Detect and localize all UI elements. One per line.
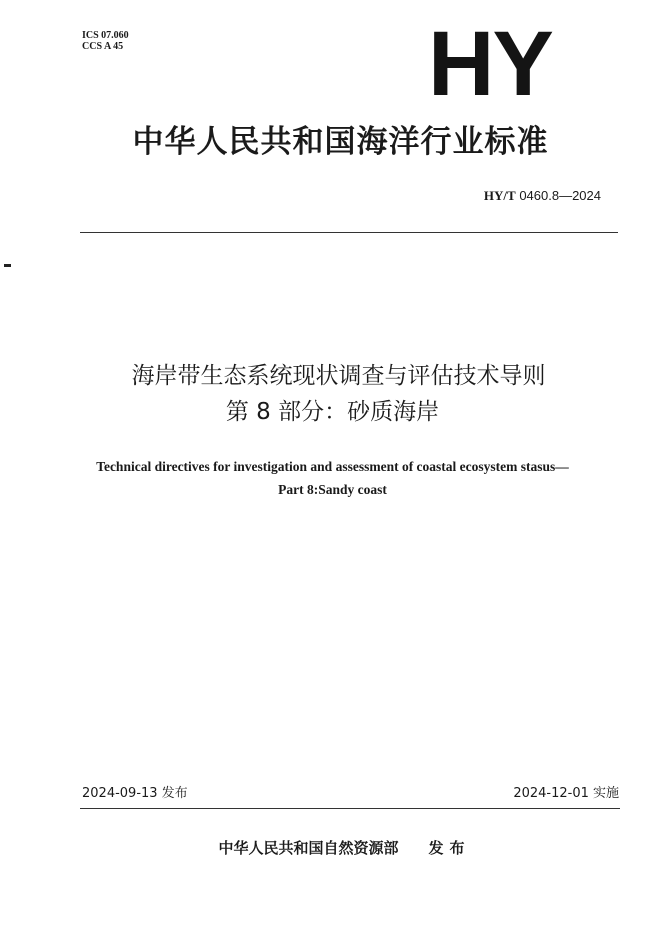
publish-verb: 发布 [428, 839, 471, 857]
english-title-line2: Part 8:Sandy coast [278, 482, 387, 497]
english-title-line1: Technical directives for investigation and assessment of coastal ecosystem stasus— [96, 459, 569, 474]
effective-date: 2024-12-01 实施 [513, 786, 619, 801]
ics-code: ICS 07.060 [82, 30, 129, 41]
issue-date: 2024-09-13 发布 [82, 786, 188, 801]
ccs-code: CCS A 45 [82, 41, 124, 52]
standard-type-title: 中华人民共和国海洋行业标准 [132, 124, 549, 160]
hy-logo: HY [428, 13, 552, 115]
standard-code-prefix: HY/T [483, 188, 516, 203]
publisher-name: 中华人民共和国自然资源部 [218, 839, 399, 857]
margin-mark [4, 264, 11, 267]
standard-code-number: 0460.8—2024 [519, 188, 601, 203]
standard-code [484, 188, 601, 204]
footer-divider [80, 808, 620, 809]
chinese-title-line1: 海岸带生态系统现状调查与评估技术导则 [131, 363, 546, 389]
chinese-title-line2: 第 8 部分：砂质海岸 [225, 399, 440, 425]
header-divider [80, 232, 618, 233]
publisher [0, 838, 665, 858]
classification-codes [82, 30, 129, 52]
